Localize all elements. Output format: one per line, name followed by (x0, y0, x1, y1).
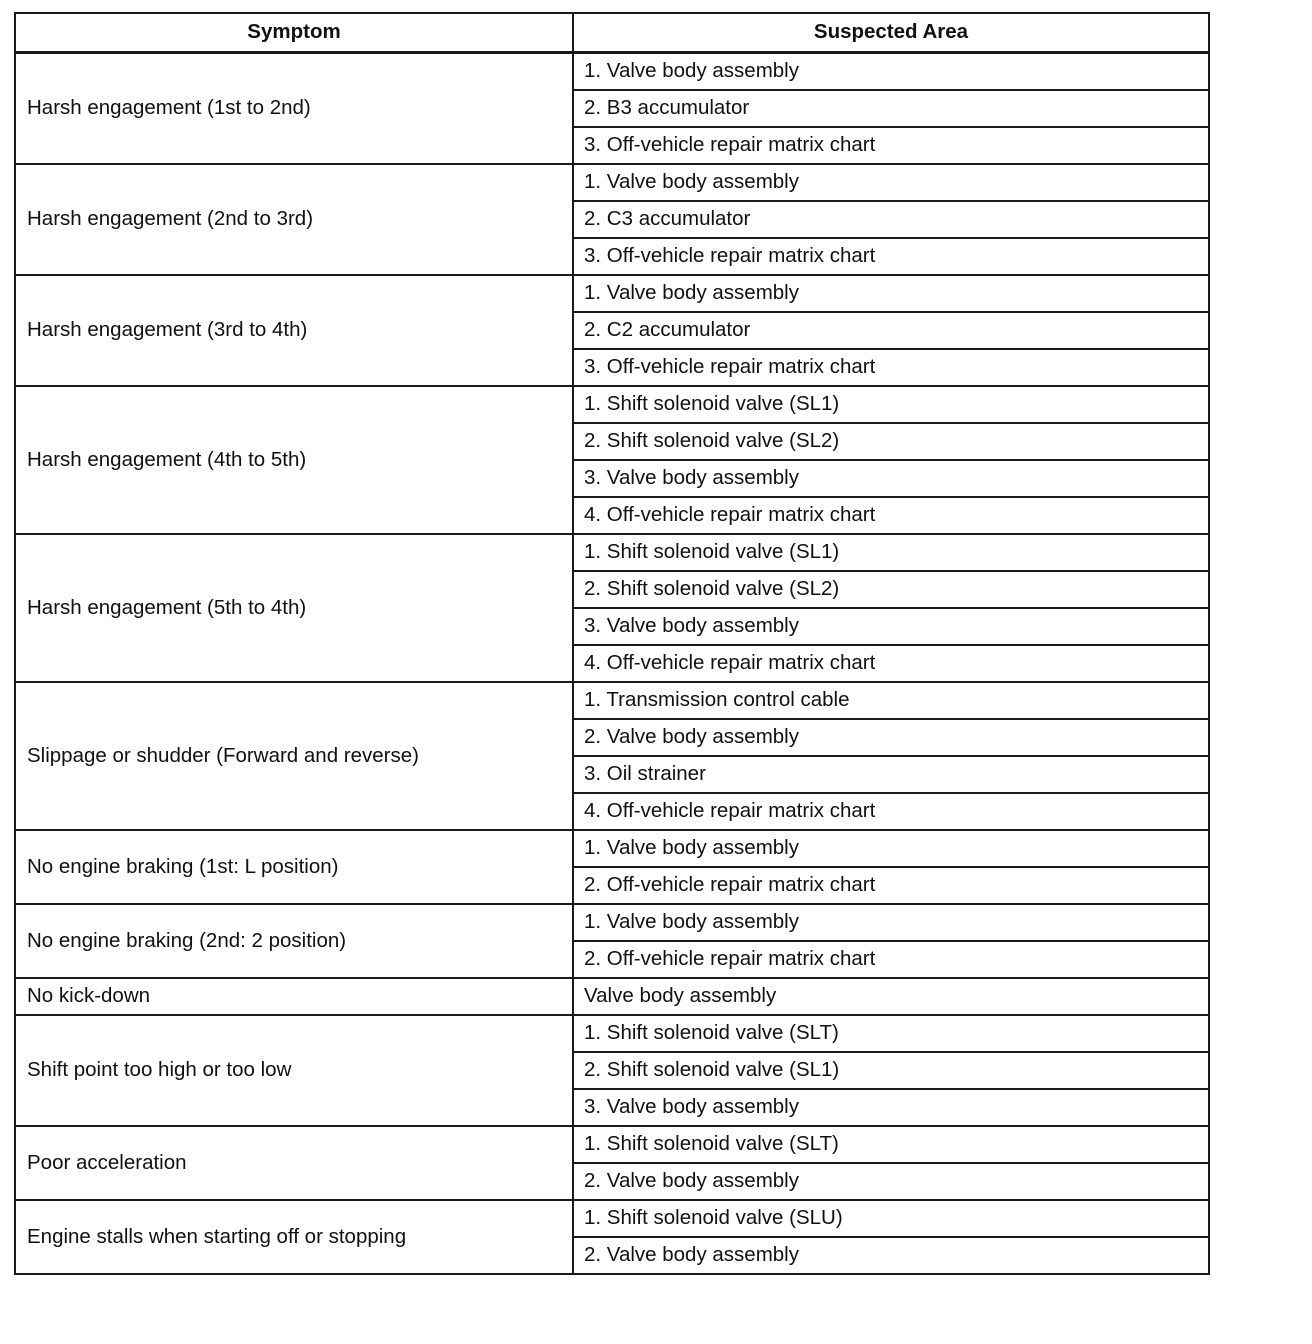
table-row (15, 682, 1209, 719)
table-row (15, 1126, 1209, 1163)
symptom-cell: Harsh engagement (1st to 2nd) (15, 53, 573, 165)
suspected-area-cell: 1. Valve body assembly (573, 830, 1209, 867)
symptom-header: Symptom (15, 13, 573, 53)
suspected-area-cell: 3. Off-vehicle repair matrix chart (573, 349, 1209, 386)
suspected-area-cell: 1. Valve body assembly (573, 904, 1209, 941)
symptom-cell: No engine braking (1st: L position) (15, 830, 573, 904)
suspected-area-cell: 3. Valve body assembly (573, 460, 1209, 497)
table-row (15, 1200, 1209, 1237)
suspected-area-cell: 2. Shift solenoid valve (SL2) (573, 423, 1209, 460)
suspected-area-cell: 2. Shift solenoid valve (SL1) (573, 1052, 1209, 1089)
table-row (15, 904, 1209, 941)
table-row (15, 830, 1209, 867)
suspected-area-cell: 4. Off-vehicle repair matrix chart (573, 497, 1209, 534)
suspected-area-cell: 2. C2 accumulator (573, 312, 1209, 349)
symptom-cell: No kick-down (15, 978, 573, 1015)
symptom-table (14, 12, 1210, 1275)
symptom-cell: Harsh engagement (2nd to 3rd) (15, 164, 573, 275)
table-row (15, 534, 1209, 571)
suspected-area-cell: 2. Shift solenoid valve (SL2) (573, 571, 1209, 608)
symptom-cell: No engine braking (2nd: 2 position) (15, 904, 573, 978)
suspected-area-cell: 2. Valve body assembly (573, 719, 1209, 756)
symptom-cell: Poor acceleration (15, 1126, 573, 1200)
suspected-area-cell: 1. Shift solenoid valve (SLT) (573, 1015, 1209, 1052)
suspected-area-cell: 3. Oil strainer (573, 756, 1209, 793)
table-row (15, 53, 1209, 91)
header-row (15, 13, 1209, 53)
suspected-area-cell: 4. Off-vehicle repair matrix chart (573, 793, 1209, 830)
suspected-area-cell: 2. C3 accumulator (573, 201, 1209, 238)
suspected-area-cell: 1. Shift solenoid valve (SLT) (573, 1126, 1209, 1163)
suspected-area-cell: Valve body assembly (573, 978, 1209, 1015)
table-row (15, 1015, 1209, 1052)
symptom-cell: Engine stalls when starting off or stopping (15, 1200, 573, 1274)
suspected-area-cell: 1. Valve body assembly (573, 164, 1209, 201)
table-body (15, 53, 1209, 1275)
table-row (15, 386, 1209, 423)
suspected-area-cell: 3. Valve body assembly (573, 608, 1209, 645)
suspected-area-cell: 3. Off-vehicle repair matrix chart (573, 127, 1209, 164)
suspected-area-cell: 4. Off-vehicle repair matrix chart (573, 645, 1209, 682)
suspected-area-cell: 1. Valve body assembly (573, 275, 1209, 312)
table-row (15, 164, 1209, 201)
suspected-area-cell: 3. Off-vehicle repair matrix chart (573, 238, 1209, 275)
suspected-area-header: Suspected Area (573, 13, 1209, 53)
suspected-area-cell: 2. Off-vehicle repair matrix chart (573, 941, 1209, 978)
suspected-area-cell: 2. Valve body assembly (573, 1163, 1209, 1200)
symptom-cell: Shift point too high or too low (15, 1015, 573, 1126)
suspected-area-cell: 3. Valve body assembly (573, 1089, 1209, 1126)
suspected-area-cell: 1. Transmission control cable (573, 682, 1209, 719)
suspected-area-cell: 1. Shift solenoid valve (SLU) (573, 1200, 1209, 1237)
symptom-cell: Harsh engagement (3rd to 4th) (15, 275, 573, 386)
suspected-area-cell: 2. B3 accumulator (573, 90, 1209, 127)
symptom-cell: Slippage or shudder (Forward and reverse) (15, 682, 573, 830)
table-row (15, 275, 1209, 312)
suspected-area-cell: 1. Valve body assembly (573, 53, 1209, 91)
suspected-area-cell: 2. Off-vehicle repair matrix chart (573, 867, 1209, 904)
suspected-area-cell: 1. Shift solenoid valve (SL1) (573, 386, 1209, 423)
symptom-cell: Harsh engagement (4th to 5th) (15, 386, 573, 534)
suspected-area-cell: 2. Valve body assembly (573, 1237, 1209, 1274)
suspected-area-cell: 1. Shift solenoid valve (SL1) (573, 534, 1209, 571)
table-row (15, 978, 1209, 1015)
symptom-cell: Harsh engagement (5th to 4th) (15, 534, 573, 682)
